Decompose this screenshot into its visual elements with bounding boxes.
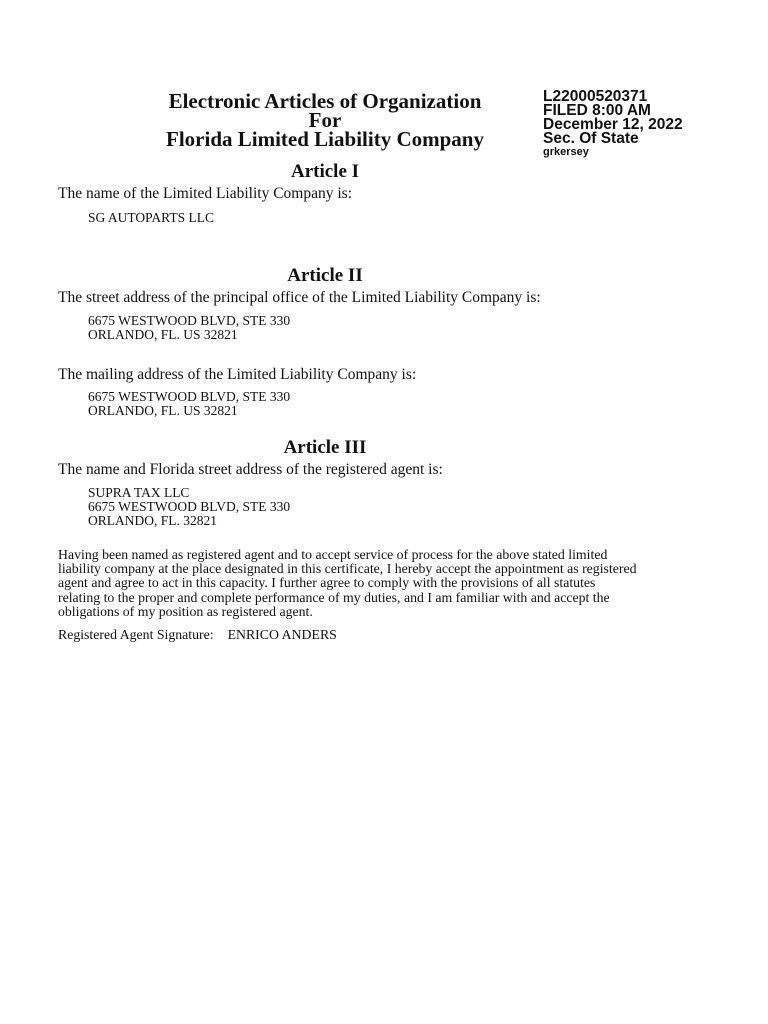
filing-stamp xyxy=(543,90,683,159)
document-number: L22000520371 xyxy=(543,88,648,105)
registered-agent-text: The name and Florida street address of the registered agent is: xyxy=(58,461,443,478)
acceptance-line-5: obligations of my position as registered agent. xyxy=(58,603,313,619)
acceptance-line-4: relating to the proper and complete performance of my duties, and I am familiar with and accept the xyxy=(58,589,610,605)
mailing-address-line-1: 6675 WESTWOOD BLVD, STE 330 xyxy=(88,389,291,404)
title-line-1: Electronic Articles of Organization xyxy=(168,89,482,113)
principal-address-text: The street address of the principal office of the Limited Liability Company is: xyxy=(58,289,541,306)
acceptance-line-2: liability company at the place designated in this certificate, I hereby accept the appointment as registered xyxy=(58,561,637,577)
registered-agent-name: SUPRA TAX LLC xyxy=(88,485,190,500)
mailing-address-line-2: ORLANDO, FL. US 32821 xyxy=(88,403,238,418)
article-1-text: The name of the Limited Liability Company is: xyxy=(58,185,353,202)
signature-name: ENRICO ANDERS xyxy=(227,627,337,642)
acceptance-line-1: Having been named as registered agent and to accept service of process for the above stated limited xyxy=(58,547,608,562)
principal-address-line-1: 6675 WESTWOOD BLVD, STE 330 xyxy=(88,313,291,328)
filed-time: FILED 8:00 AM xyxy=(543,102,651,119)
registered-agent-address-line-2: ORLANDO, FL. 32821 xyxy=(88,513,218,528)
article-1-heading: Article I xyxy=(290,161,360,182)
document-title xyxy=(140,89,510,151)
principal-address-line-2: ORLANDO, FL. US 32821 xyxy=(88,327,238,342)
registered-agent-signature xyxy=(58,627,337,643)
article-2-heading: Article II xyxy=(287,265,363,286)
filed-date: December 12, 2022 xyxy=(543,116,683,133)
article-3-heading: Article III xyxy=(283,437,367,458)
title-line-2: For xyxy=(308,108,342,132)
registered-agent-address-line-1: 6675 WESTWOOD BLVD, STE 330 xyxy=(88,499,291,514)
signature-label: Registered Agent Signature: xyxy=(58,627,214,642)
title-line-3: Florida Limited Liability Company xyxy=(166,127,484,151)
clerk-id: grkersey xyxy=(543,146,589,158)
filing-office: Sec. Of State xyxy=(543,130,639,147)
acceptance-line-3: agent and agree to act in this capacity. I further agree to comply with the provisions of all statutes xyxy=(58,575,596,591)
company-name: SG AUTOPARTS LLC xyxy=(88,210,214,225)
mailing-address-text: The mailing address of the Limited Liability Company is: xyxy=(58,366,417,383)
agent-acceptance-paragraph xyxy=(58,548,698,619)
